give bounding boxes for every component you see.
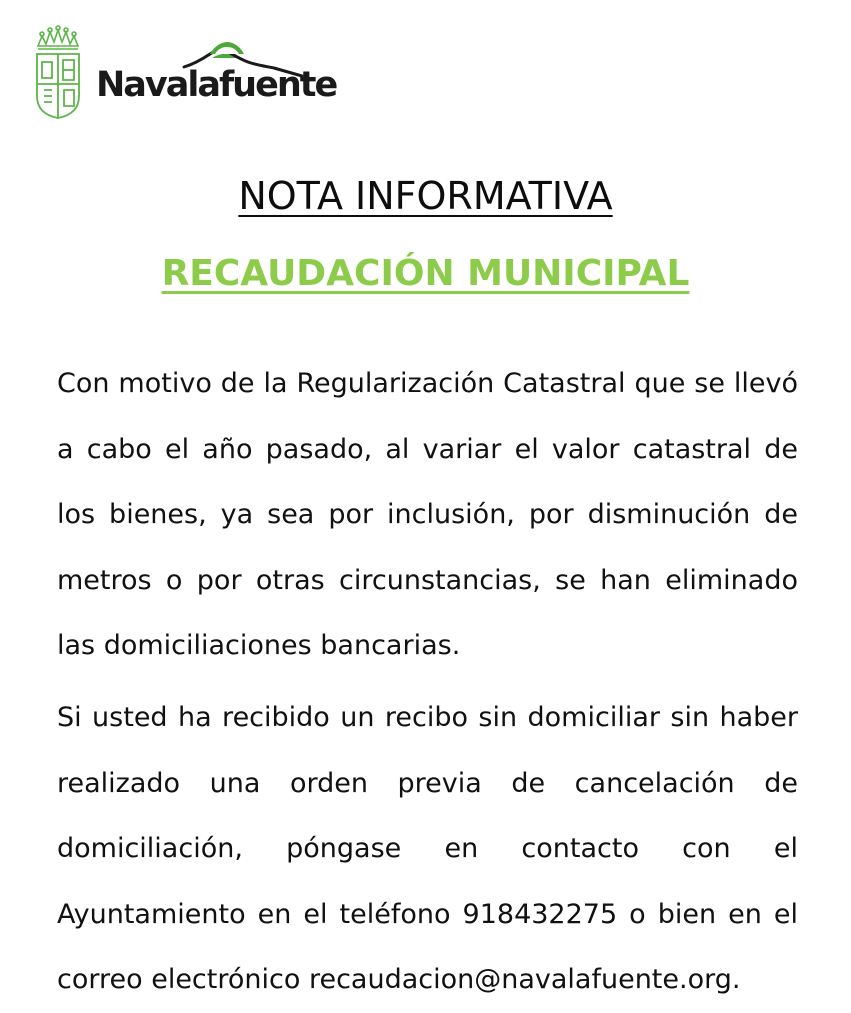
page-subtitle: RECAUDACIÓN MUNICIPAL (161, 253, 690, 294)
logo (34, 18, 337, 123)
page-title: NOTA INFORMATIVA (238, 174, 613, 218)
logo-wordmark: Navalafuente (96, 65, 337, 105)
body-paragraph: Si usted ha recibido un recibo sin domiciliar sin haber realizado una orden previa de cancelación de domiciliación, póngase en contacto con el Ayuntamiento en el teléfono 918432275 o bien en el correo electrónico recaudacion@navalafuente.org. (57, 702, 798, 995)
body-paragraph: Con motivo de la Regularización Catastral que se llevó a cabo el año pasado, al variar el valor catastral de los bienes, ya sea por inclusión, por disminución de metros o por otras circunstancias, se han eliminado las domiciliaciones bancarias. (57, 368, 798, 661)
